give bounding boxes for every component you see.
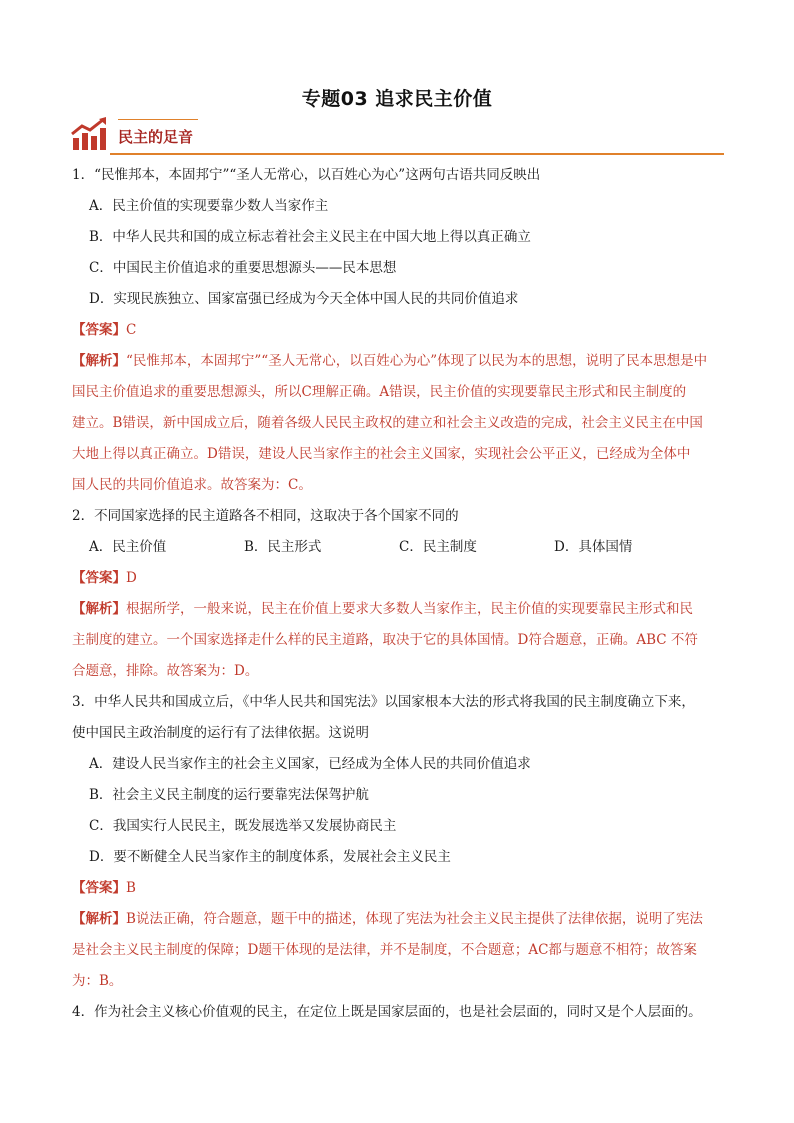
analysis-line: “民惟邦本，本固邦宁”“圣人无常心，以百姓心为心”体现了以民为本的思想，说明了民本思想是中 [126, 353, 708, 369]
question-4-stem: 4．作为社会主义核心价值观的民主，在定位上既是国家层面的，也是社会层面的，同时又是个人层面的。 [72, 1004, 702, 1020]
question-1-analysis [72, 346, 724, 501]
question-3-option-a: A．建设人民当家作主的社会主义国家，已经成为全体人民的共同价值追求 [89, 756, 531, 772]
section-top-line [118, 119, 198, 120]
question-2-options [72, 532, 724, 563]
question-3-stem-line: 3．中华人民共和国成立后，《中华人民共和国宪法》以国家根本大法的形式将我国的民主制度确立下来， [72, 694, 695, 710]
answer-value: C [126, 322, 137, 338]
analysis-line: 建立。B错误，新中国成立后，随着各级人民民主政权的建立和社会主义改造的完成，社会主义民主在中国 [72, 415, 703, 431]
question-3-option-b: B．社会主义民主制度的运行要靠宪法保驾护航 [89, 787, 369, 803]
analysis-line: 为：B。 [72, 973, 123, 989]
question-2-option-d: D．具体国情 [554, 539, 633, 555]
question-2-option-c: C．民主制度 [399, 539, 477, 555]
rising-chart-icon [70, 116, 110, 152]
answer-tag: 【答案】 [72, 570, 126, 586]
analysis-tag: 【解析】 [72, 911, 126, 927]
analysis-line: 合题意，排除。故答案为：D。 [72, 663, 259, 679]
answer-value: B [126, 880, 136, 896]
question-content [72, 160, 724, 1028]
analysis-line: 大地上得以真正确立。D错误，建设人民当家作主的社会主义国家，实现社会公平正义，已经成为全体中 [72, 446, 691, 462]
question-2-answer [72, 563, 724, 594]
question-1-stem: 1．“民惟邦本，本固邦宁”“圣人无常心，以百姓心为心”这两句古语共同反映出 [72, 167, 541, 183]
question-1-option-d: D．实现民族独立、国家富强已经成为今天全体中国人民的共同价值追求 [89, 291, 519, 307]
analysis-line: 主制度的建立。一个国家选择走什么样的民主道路，取决于它的具体国情。D符合题意，正确。ABC 不符 [72, 632, 698, 648]
section-divider [110, 153, 724, 155]
analysis-tag: 【解析】 [72, 353, 126, 369]
question-2-option-b: B．民主形式 [244, 539, 322, 555]
question-2-stem: 2．不同国家选择的民主道路各不相同，这取决于各个国家不同的 [72, 508, 459, 524]
answer-tag: 【答案】 [72, 880, 126, 896]
analysis-line: B说法正确，符合题意，题干中的描述，体现了宪法为社会主义民主提供了法律依据，说明了宪法 [126, 911, 703, 927]
analysis-line: 是社会主义民主制度的保障；D题干体现的是法律，并不是制度，不合题意；AC都与题意不相符；故答案 [72, 942, 697, 958]
analysis-line: 根据所学，一般来说，民主在价值上要求大多数人当家作主，民主价值的实现要靠民主形式和民 [126, 601, 693, 617]
question-3-option-c: C．我国实行人民民主，既发展选举又发展协商民主 [89, 818, 397, 834]
section-header [70, 116, 724, 156]
question-1-option-b: B．中华人民共和国的成立标志着社会主义民主在中国大地上得以真正确立 [89, 229, 531, 245]
question-1-option-c: C．中国民主价值追求的重要思想源头——民本思想 [89, 260, 397, 276]
question-3-answer [72, 873, 724, 904]
question-1-answer [72, 315, 724, 346]
question-2-option-a: A．民主价值 [89, 539, 167, 555]
question-2-analysis [72, 594, 724, 687]
question-3-option-d: D．要不断健全人民当家作主的制度体系，发展社会主义民主 [89, 849, 451, 865]
answer-value: D [126, 570, 137, 586]
analysis-tag: 【解析】 [72, 601, 126, 617]
question-1-option-a: A．民主价值的实现要靠少数人当家作主 [89, 198, 329, 214]
analysis-line: 国人民的共同价值追求。故答案为：C。 [72, 477, 312, 493]
page-title: 专题03 追求民主价值 [301, 88, 493, 110]
question-3-analysis [72, 904, 724, 997]
analysis-line: 国民主价值追求的重要思想源头，所以C理解正确。A错误，民主价值的实现要靠民主形式和民主制度的 [72, 384, 687, 400]
question-3-stem-line: 使中国民主政治制度的运行有了法律依据。这说明 [72, 725, 369, 741]
answer-tag: 【答案】 [72, 322, 126, 338]
section-label: 民主的足音 [118, 128, 194, 146]
